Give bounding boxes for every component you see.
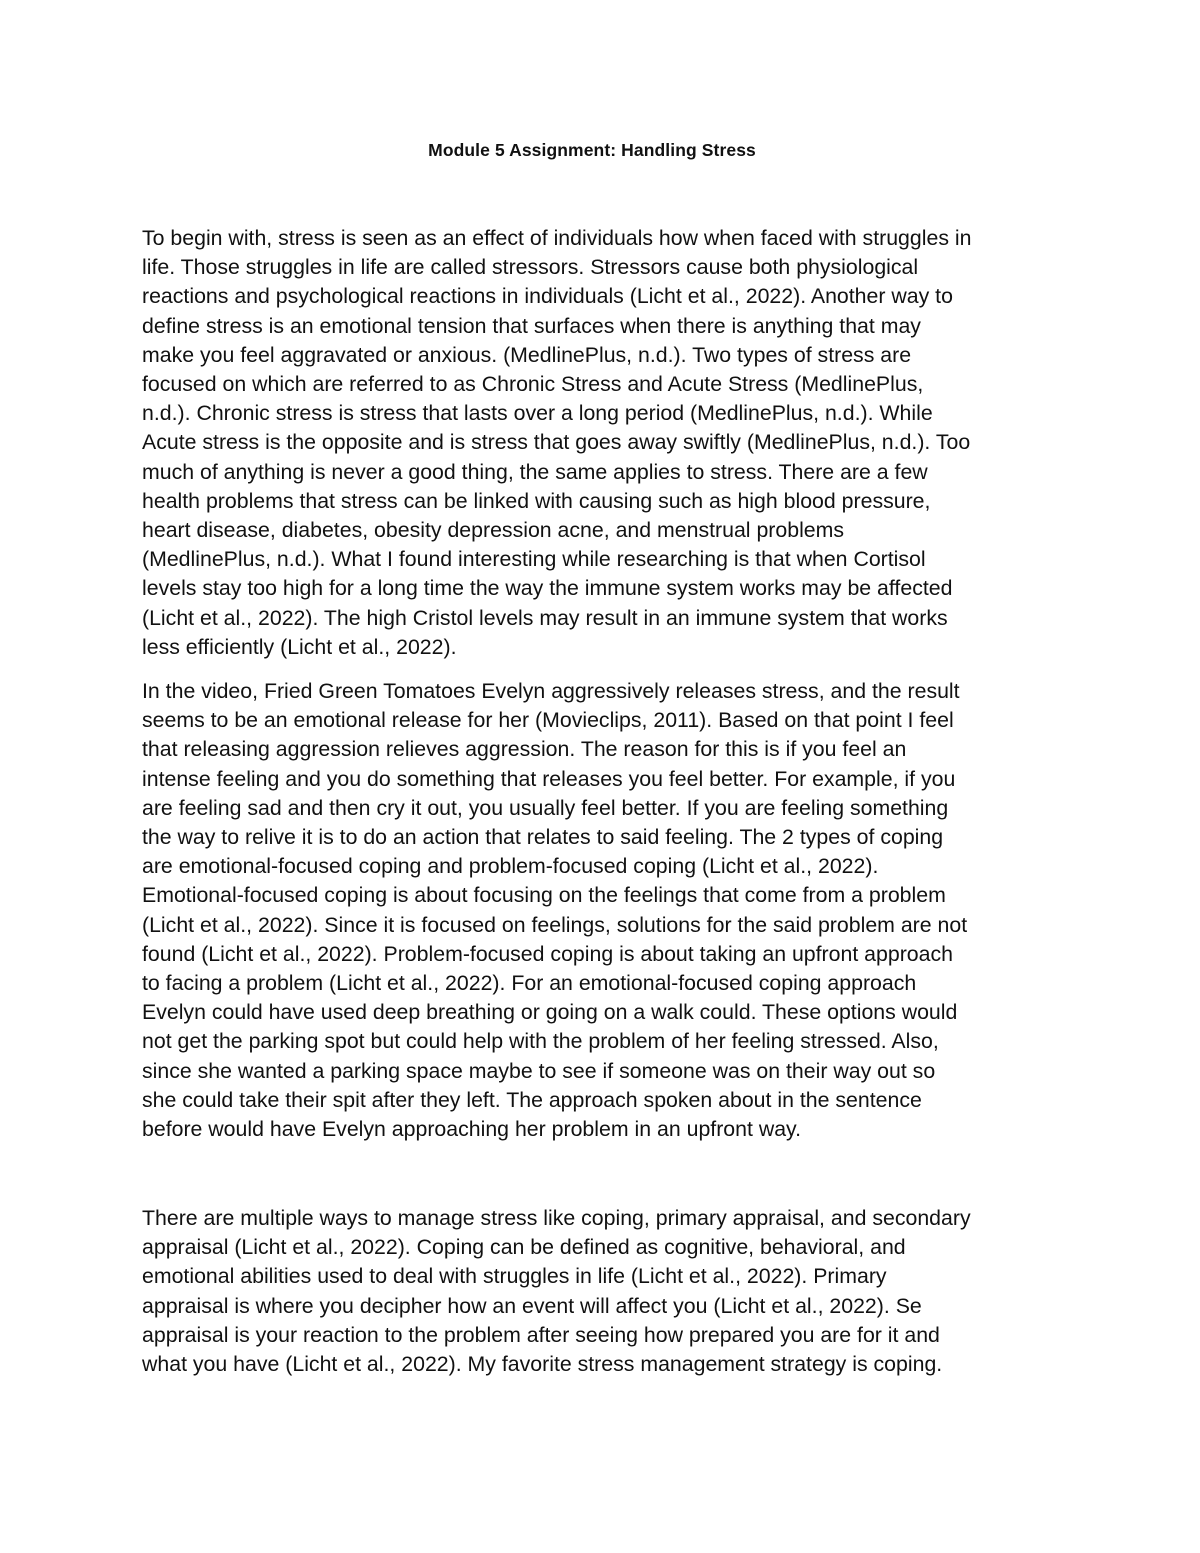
text-line: define stress is an emotional tension that surfaces when there is anything that may [142,313,921,338]
text-line: (Licht et al., 2022). The high Cristol levels may result in an immune system that works [142,605,948,630]
text-line: To begin with, stress is seen as an effect of individuals how when faced with struggles in [142,226,972,250]
text-line: health problems that stress can be linked with causing such as high blood pressure, [142,488,931,513]
text-line: intense feeling and you do something that releases you feel better. For example, if you [142,766,956,791]
text-line: that releasing aggression relieves aggression. The reason for this is if you feel an [142,737,907,762]
text-line: There are multiple ways to manage stress like coping, primary appraisal, and secondary [142,1206,971,1230]
paragraph-stress-management [142,1204,1062,1379]
text-line: before would have Evelyn approaching her problem in an upfront way. [142,1117,802,1142]
text-line: what you have (Licht et al., 2022). My favorite stress management strategy is coping. [142,1352,943,1377]
text-line: appraisal is where you decipher how an event will affect you (Licht et al., 2022). Se [142,1293,922,1318]
text-line: the way to relive it is to do an action that relates to said feeling. The 2 types of coping [142,825,944,850]
text-line: appraisal is your reaction to the problem after seeing how prepared you are for it and [142,1322,940,1347]
text-line: levels stay too high for a long time the way the immune system works may be affected [142,576,953,601]
text-line: Acute stress is the opposite and is stress that goes away swiftly (MedlinePlus, n.d.). Too [142,430,971,455]
text-line: found (Licht et al., 2022). Problem-focused coping is about taking an upfront approach [142,941,953,966]
text-line: since she wanted a parking space maybe to see if someone was on their way out so [142,1058,936,1083]
document-title: Module 5 Assignment: Handling Stress [428,140,756,160]
text-line: less efficiently (Licht et al., 2022). [142,634,457,659]
text-line: much of anything is never a good thing, the same applies to stress. There are a few [142,459,928,484]
paragraph-stress-definition [142,224,1062,662]
text-line: Emotional-focused coping is about focusing on the feelings that come from a problem [142,883,946,908]
text-line: life. Those struggles in life are called stressors. Stressors cause both physiological [142,255,919,280]
text-line: heart disease, diabetes, obesity depression acne, and menstrual problems [142,518,845,543]
text-line: not get the parking spot but could help with the problem of her feeling stressed. Also, [142,1029,939,1054]
text-line: reactions and psychological reactions in individuals (Licht et al., 2022). Another way to [142,284,953,309]
paragraph-video-coping [142,677,1062,1144]
text-line: emotional abilities used to deal with struggles in life (Licht et al., 2022). Primary [142,1264,887,1289]
text-line: Evelyn could have used deep breathing or going on a walk could. These options would [142,1000,958,1025]
text-line: make you feel aggravated or anxious. (MedlinePlus, n.d.). Two types of stress are [142,342,912,367]
text-line: appraisal (Licht et al., 2022). Coping can be defined as cognitive, behavioral, and [142,1235,906,1260]
text-line: In the video, Fried Green Tomatoes Evelyn aggressively releases stress, and the result [142,679,960,703]
text-line: she could take their spit after they left. The approach spoken about in the sentence [142,1087,922,1112]
text-line: (Licht et al., 2022). Since it is focused on feelings, solutions for the said problem are not [142,912,968,937]
text-line: are emotional-focused coping and problem-focused coping (Licht et al., 2022). [142,854,879,879]
text-line: n.d.). Chronic stress is stress that lasts over a long period (MedlinePlus, n.d.). While [142,401,933,426]
text-line: are feeling sad and then cry it out, you usually feel better. If you are feeling something [142,795,949,820]
text-line: seems to be an emotional release for her (Movieclips, 2011). Based on that point I feel [142,708,954,733]
text-line: focused on which are referred to as Chronic Stress and Acute Stress (MedlinePlus, [142,372,924,397]
text-line: (MedlinePlus, n.d.). What I found interesting while researching is that when Cortisol [142,547,926,572]
text-line: to facing a problem (Licht et al., 2022). For an emotional-focused coping approach [142,971,917,996]
